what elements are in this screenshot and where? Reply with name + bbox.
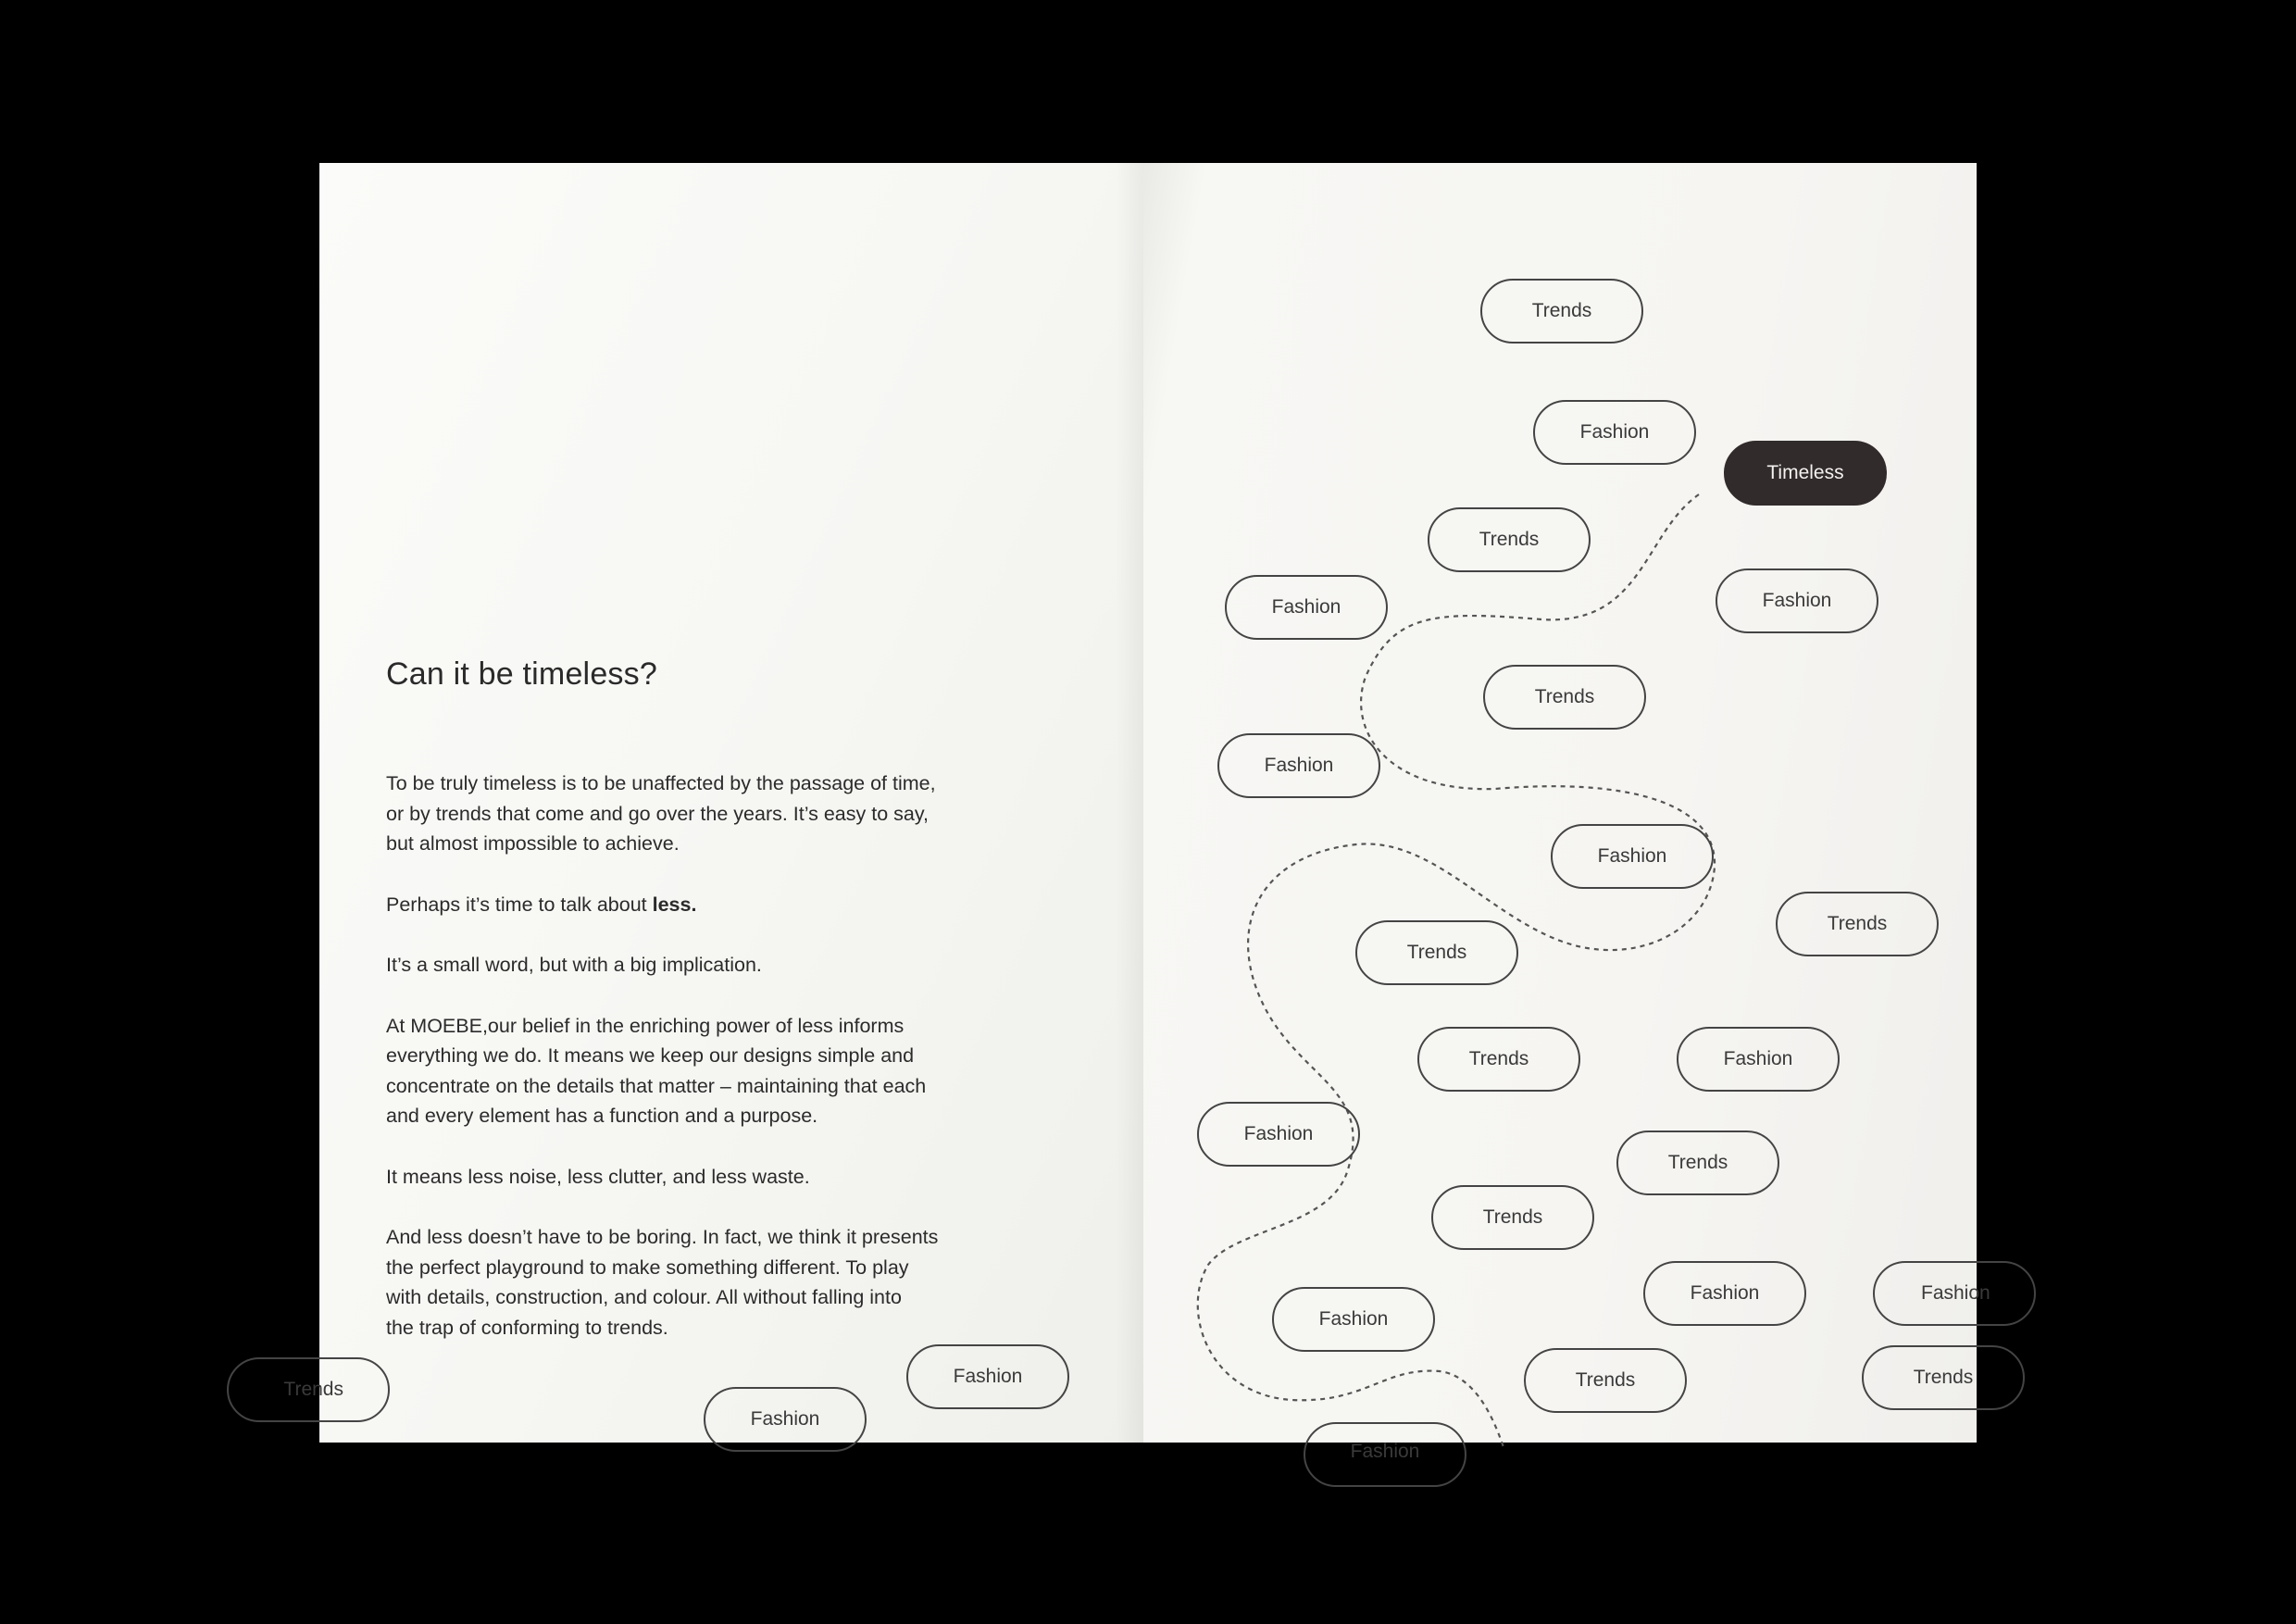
pill-trends: Trends xyxy=(1524,1348,1687,1413)
pill-trends: Trends xyxy=(1616,1131,1779,1195)
page-heading: Can it be timeless? xyxy=(386,656,657,692)
paragraph-6: And less doesn’t have to be boring. In fact, we think it presents the perfect playground to make something different. To play with details, construction, and colour. All without falling into the trap of conforming to trends. xyxy=(386,1226,939,1339)
dotted-path xyxy=(1143,163,1977,1443)
pill-trends: Trends xyxy=(227,1357,390,1422)
paragraph-1: To be truly timeless is to be unaffected by the passage of time, or by trends that come and go over the years. It’s easy to say, but almost impossible to achieve. xyxy=(386,772,936,855)
pill-fashion: Fashion xyxy=(1217,733,1380,798)
pill-fashion: Fashion xyxy=(1716,568,1878,633)
pill-timeless: Timeless xyxy=(1724,441,1887,506)
pill-trends: Trends xyxy=(1431,1185,1594,1250)
pill-fashion: Fashion xyxy=(1677,1027,1840,1092)
pill-trends: Trends xyxy=(1428,507,1591,572)
pill-fashion: Fashion xyxy=(1225,575,1388,640)
paragraph-5: It means less noise, less clutter, and less waste. xyxy=(386,1165,810,1188)
pill-trends: Trends xyxy=(1417,1027,1580,1092)
paragraph-2: Perhaps it’s time to talk about less. xyxy=(386,893,697,916)
pill-trends: Trends xyxy=(1480,279,1643,344)
pill-fashion: Fashion xyxy=(906,1344,1069,1409)
pill-fashion: Fashion xyxy=(1643,1261,1806,1326)
pill-fashion: Fashion xyxy=(1272,1287,1435,1352)
right-page xyxy=(1143,163,1990,1462)
pill-fashion: Fashion xyxy=(704,1387,867,1452)
pill-trends: Trends xyxy=(1776,892,1939,956)
pill-trends: Trends xyxy=(1862,1345,2025,1410)
pill-fashion: Fashion xyxy=(1551,824,1714,889)
pill-fashion-partial: Fashion xyxy=(1304,1422,1466,1487)
pill-trends: Trends xyxy=(1355,920,1518,985)
pill-trends: Trends xyxy=(1483,665,1646,730)
brochure-spread xyxy=(283,163,1990,1462)
spine-shadow xyxy=(1116,163,1143,1443)
pill-fashion: Fashion xyxy=(1197,1102,1360,1167)
paragraph-3: It’s a small word, but with a big implication. xyxy=(386,954,762,976)
pill-fashion: Fashion xyxy=(1873,1261,2036,1326)
paragraph-4: At MOEBE,our belief in the enriching power of less informs everything we do. It means we keep our designs simple and concentrate on the details that matter – maintaining that each and every element has a function and a purpose. xyxy=(386,1014,927,1127)
pill-fashion: Fashion xyxy=(1533,400,1696,465)
left-page xyxy=(283,163,1143,1443)
body-text xyxy=(386,768,979,1373)
bold-less: less. xyxy=(652,893,697,916)
